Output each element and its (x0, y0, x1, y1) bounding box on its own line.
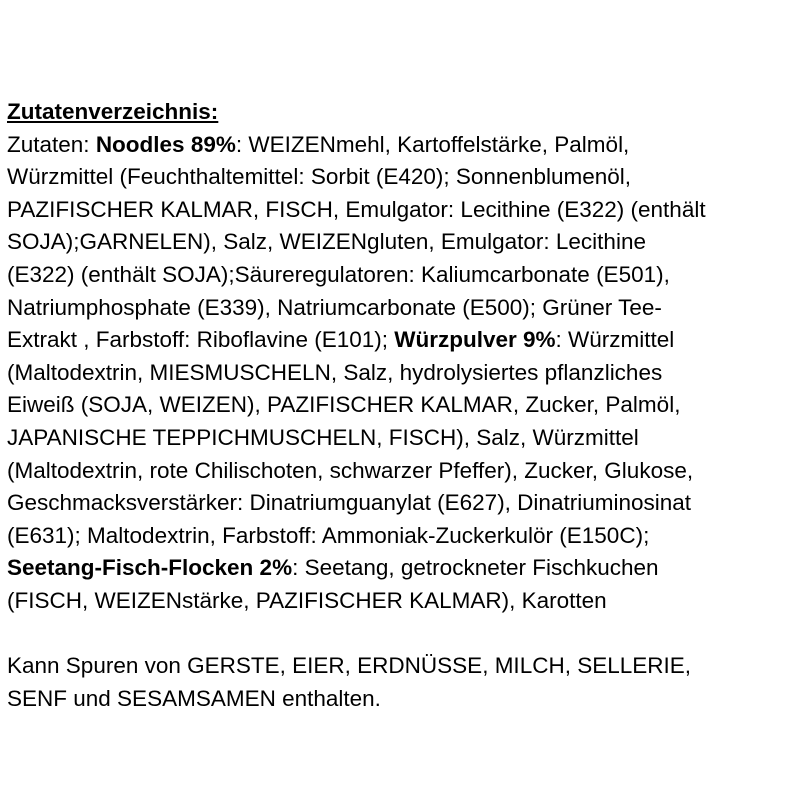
ingredients-line (7, 259, 797, 292)
text-segment: (E631); Maltodextrin, Farbstoff: Ammoniak-Zuckerkulör (E150C); (7, 522, 650, 548)
traces-line (7, 683, 797, 716)
text-segment: Extrakt , Farbstoff: Riboflavine (E101); (7, 327, 395, 353)
text-segment: Würzmittel (Feuchthaltemittel: Sorbit (E420); Sonnenblumenöl, (7, 164, 632, 190)
document-heading: Zutatenverzeichnis: (7, 99, 219, 124)
ingredients-line (7, 129, 797, 162)
ingredients-line (7, 487, 797, 520)
text-segment: (Maltodextrin, rote Chilischoten, schwarzer Pfeffer), Zucker, Glukose, (7, 457, 694, 483)
text-segment: Geschmacksverstärker: Dinatriumguanylat (E627), Dinatriuminosinat (7, 490, 692, 516)
ingredients-paragraph (7, 129, 797, 618)
ingredients-line (7, 552, 797, 585)
paragraph-spacer (7, 618, 797, 651)
ingredients-line (7, 357, 797, 390)
text-segment: : Seetang, getrockneter Fischkuchen (292, 555, 659, 581)
text-segment: (Maltodextrin, MIESMUSCHELN, Salz, hydrolysiertes pflanzliches (7, 359, 663, 385)
text-segment: SOJA);GARNELEN), Salz, WEIZENgluten, Emulgator: Lecithine (7, 229, 646, 255)
text-segment: PAZIFISCHER KALMAR, FISCH, Emulgator: Lecithine (E322) (enthält (7, 196, 706, 222)
ingredients-line (7, 389, 797, 422)
text-segment: (FISCH, WEIZENstärke, PAZIFISCHER KALMAR), Karotten (7, 587, 607, 613)
ingredients-line (7, 422, 797, 455)
text-segment: Kann Spuren von GERSTE, EIER, ERDNÜSSE, MILCH, SELLERIE, (7, 653, 692, 679)
ingredients-line (7, 324, 797, 357)
text-segment: (E322) (enthält SOJA);Säureregulatoren: Kaliumcarbonate (E501), (7, 261, 670, 287)
text-segment: Eiweiß (SOJA, WEIZEN), PAZIFISCHER KALMAR, Zucker, Palmöl, (7, 392, 681, 418)
text-segment: : Würzmittel (555, 327, 675, 353)
traces-line (7, 650, 797, 683)
text-segment: SENF und SESAMSAMEN enthalten. (7, 685, 381, 711)
text-segment: Zutaten: (7, 131, 96, 157)
ingredients-line (7, 520, 797, 553)
ingredients-line (7, 455, 797, 488)
ingredients-document (7, 96, 797, 715)
text-segment: Natriumphosphate (E339), Natriumcarbonate (E500); Grüner Tee- (7, 294, 662, 320)
bold-section-label: Seetang-Fisch-Flocken 2% (7, 555, 293, 581)
text-segment: : WEIZENmehl, Kartoffelstärke, Palmöl, (235, 131, 630, 157)
ingredients-line (7, 226, 797, 259)
text-segment: JAPANISCHE TEPPICHMUSCHELN, FISCH), Salz, Würzmittel (7, 424, 639, 450)
ingredients-line (7, 292, 797, 325)
bold-section-label: Würzpulver 9% (394, 327, 556, 353)
bold-section-label: Noodles 89% (95, 131, 236, 157)
ingredients-line (7, 585, 797, 618)
ingredients-line (7, 161, 797, 194)
traces-paragraph (7, 650, 797, 715)
ingredients-line (7, 194, 797, 227)
